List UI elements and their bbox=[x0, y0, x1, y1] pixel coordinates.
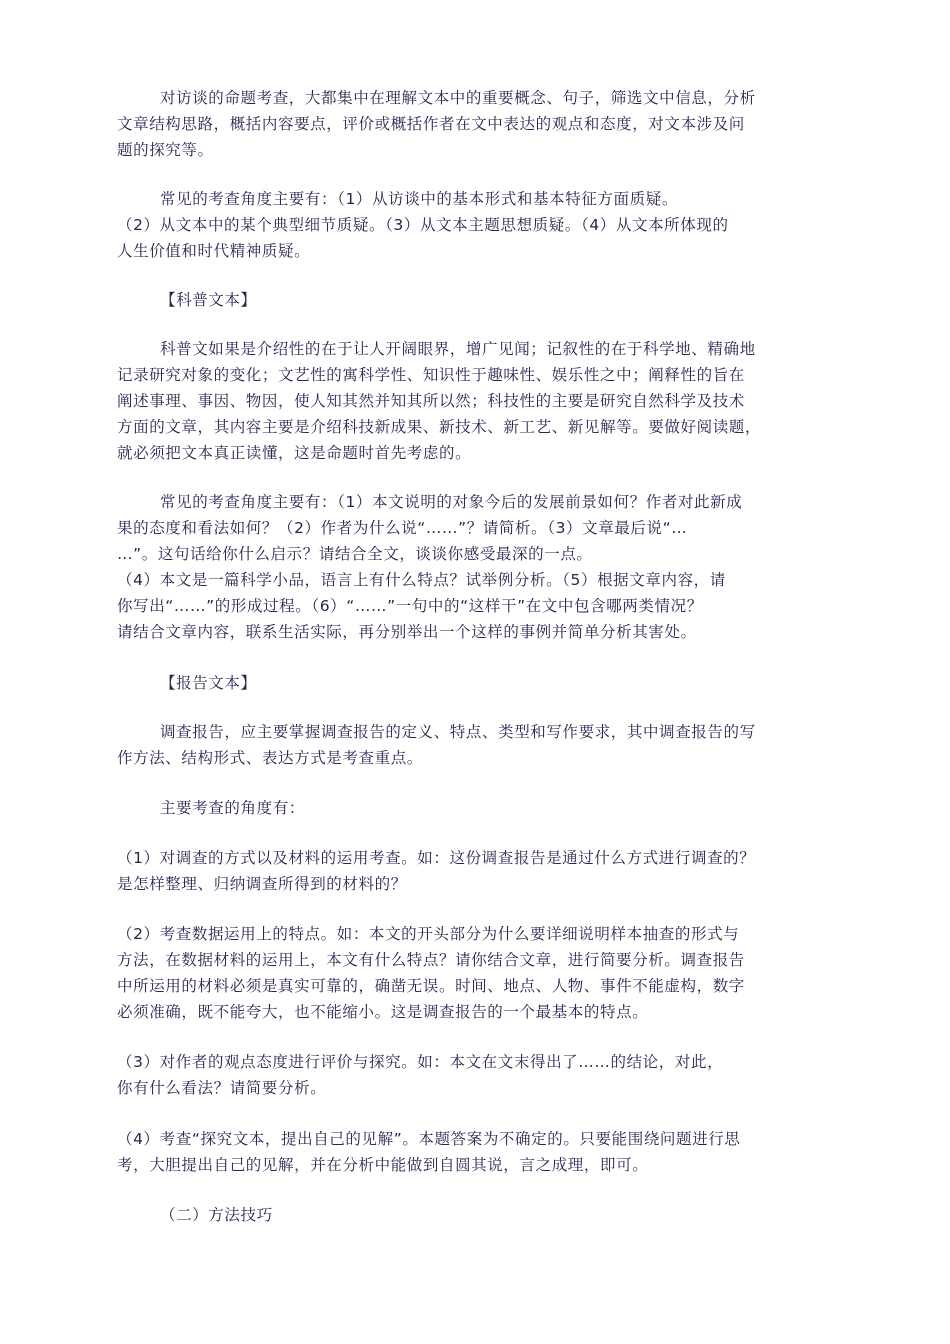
paragraph-line: 你有什么看法？请简要分析。 bbox=[117, 1079, 327, 1097]
paragraph-line: 常见的考查角度主要有：（1）本文说明的对象今后的发展前景如何？作者对此新成 bbox=[160, 493, 743, 511]
paragraph-line: 科普文如果是介绍性的在于让人开阔眼界，增广见闻；记叙性的在于科学地、精确地 bbox=[160, 340, 756, 358]
paragraph-line: （4）本文是一篇科学小品，语言上有什么特点？试举例分析。（5）根据文章内容，请 bbox=[117, 571, 726, 589]
paragraph-line: （2）从文本中的某个典型细节质疑。（3）从文本主题思想质疑。（4）从文本所体现的 bbox=[117, 216, 729, 234]
paragraph-line: 你写出“……”的形成过程。（6）“……”一句中的“这样干”在文中包含哪两类情况？ bbox=[117, 597, 703, 615]
paragraph-line: 是怎样整理、归纳调查所得到的材料的？ bbox=[117, 875, 407, 893]
paragraph-line: 作方法、结构形式、表达方式是考查重点。 bbox=[117, 749, 423, 767]
section-heading: 【报告文本】 bbox=[160, 674, 257, 692]
paragraph-line: 题的探究等。 bbox=[117, 141, 214, 159]
paragraph-line: 调查报告，应主要掌握调查报告的定义、特点、类型和写作要求，其中调查报告的写 bbox=[160, 723, 756, 741]
paragraph-line: 对访谈的命题考查，大都集中在理解文本中的重要概念、句子，筛选文中信息，分析 bbox=[160, 89, 756, 107]
paragraph-line: 请结合文章内容，联系生活实际，再分别举出一个这样的事例并简单分析其害处。 bbox=[117, 623, 697, 641]
paragraph-line: 主要考查的角度有： bbox=[160, 799, 305, 817]
paragraph-line: 人生价值和时代精神质疑。 bbox=[117, 242, 311, 260]
paragraph-line: （1）对调查的方式以及材料的运用考查。如：这份调查报告是通过什么方式进行调查的？ bbox=[117, 849, 756, 867]
paragraph-line: （3）对作者的观点态度进行评价与探究。如：本文在文末得出了……的结论，对此， bbox=[117, 1053, 724, 1071]
paragraph-line: 文章结构思路，概括内容要点，评价或概括作者在文中表达的观点和态度，对文本涉及问 bbox=[117, 115, 745, 133]
paragraph-line: 常见的考查角度主要有：（1）从访谈中的基本形式和基本特征方面质疑。 bbox=[160, 190, 678, 208]
section-heading: 【科普文本】 bbox=[160, 291, 257, 309]
paragraph-line: 方法，在数据材料的运用上，本文有什么特点？请你结合文章，进行简要分析。调查报告 bbox=[117, 951, 745, 969]
paragraph-line: 中所运用的材料必须是真实可靠的，确凿无误。时间、地点、人物、事件不能虚构，数字 bbox=[117, 977, 745, 995]
paragraph-line: 考，大胆提出自己的见解，并在分析中能做到自圆其说，言之成理，即可。 bbox=[117, 1156, 649, 1174]
paragraph-line: 必须准确，既不能夸大，也不能缩小。这是调查报告的一个最基本的特点。 bbox=[117, 1003, 649, 1021]
paragraph-line: 就必须把文本真正读懂，这是命题时首先考虑的。 bbox=[117, 444, 472, 462]
paragraph-line: 阐述事理、事因、物因，使人知其然并知其所以然；科技性的主要是研究自然科学及技术 bbox=[117, 392, 745, 410]
paragraph-line: （4）考查“探究文本，提出自己的见解”。本题答案为不确定的。只要能围绕问题进行思 bbox=[117, 1130, 741, 1148]
paragraph-line: 方面的文章，其内容主要是介绍科技新成果、新技术、新工艺、新见解等。要做好阅读题， bbox=[117, 418, 762, 436]
paragraph-line: （2）考查数据运用上的特点。如：本文的开头部分为什么要详细说明样本抽查的形式与 bbox=[117, 925, 740, 943]
paragraph-line: …”。这句话给你什么启示？请结合全文，谈谈你感受最深的一点。 bbox=[117, 545, 593, 563]
paragraph-line: 果的态度和看法如何？（2）作者为什么说“……”？请简析。（3）文章最后说“… bbox=[117, 519, 688, 537]
section-heading: （二）方法技巧 bbox=[160, 1206, 273, 1224]
paragraph-line: 记录研究对象的变化；文艺性的寓科学性、知识性于趣味性、娱乐性之中；阐释性的旨在 bbox=[117, 366, 745, 384]
